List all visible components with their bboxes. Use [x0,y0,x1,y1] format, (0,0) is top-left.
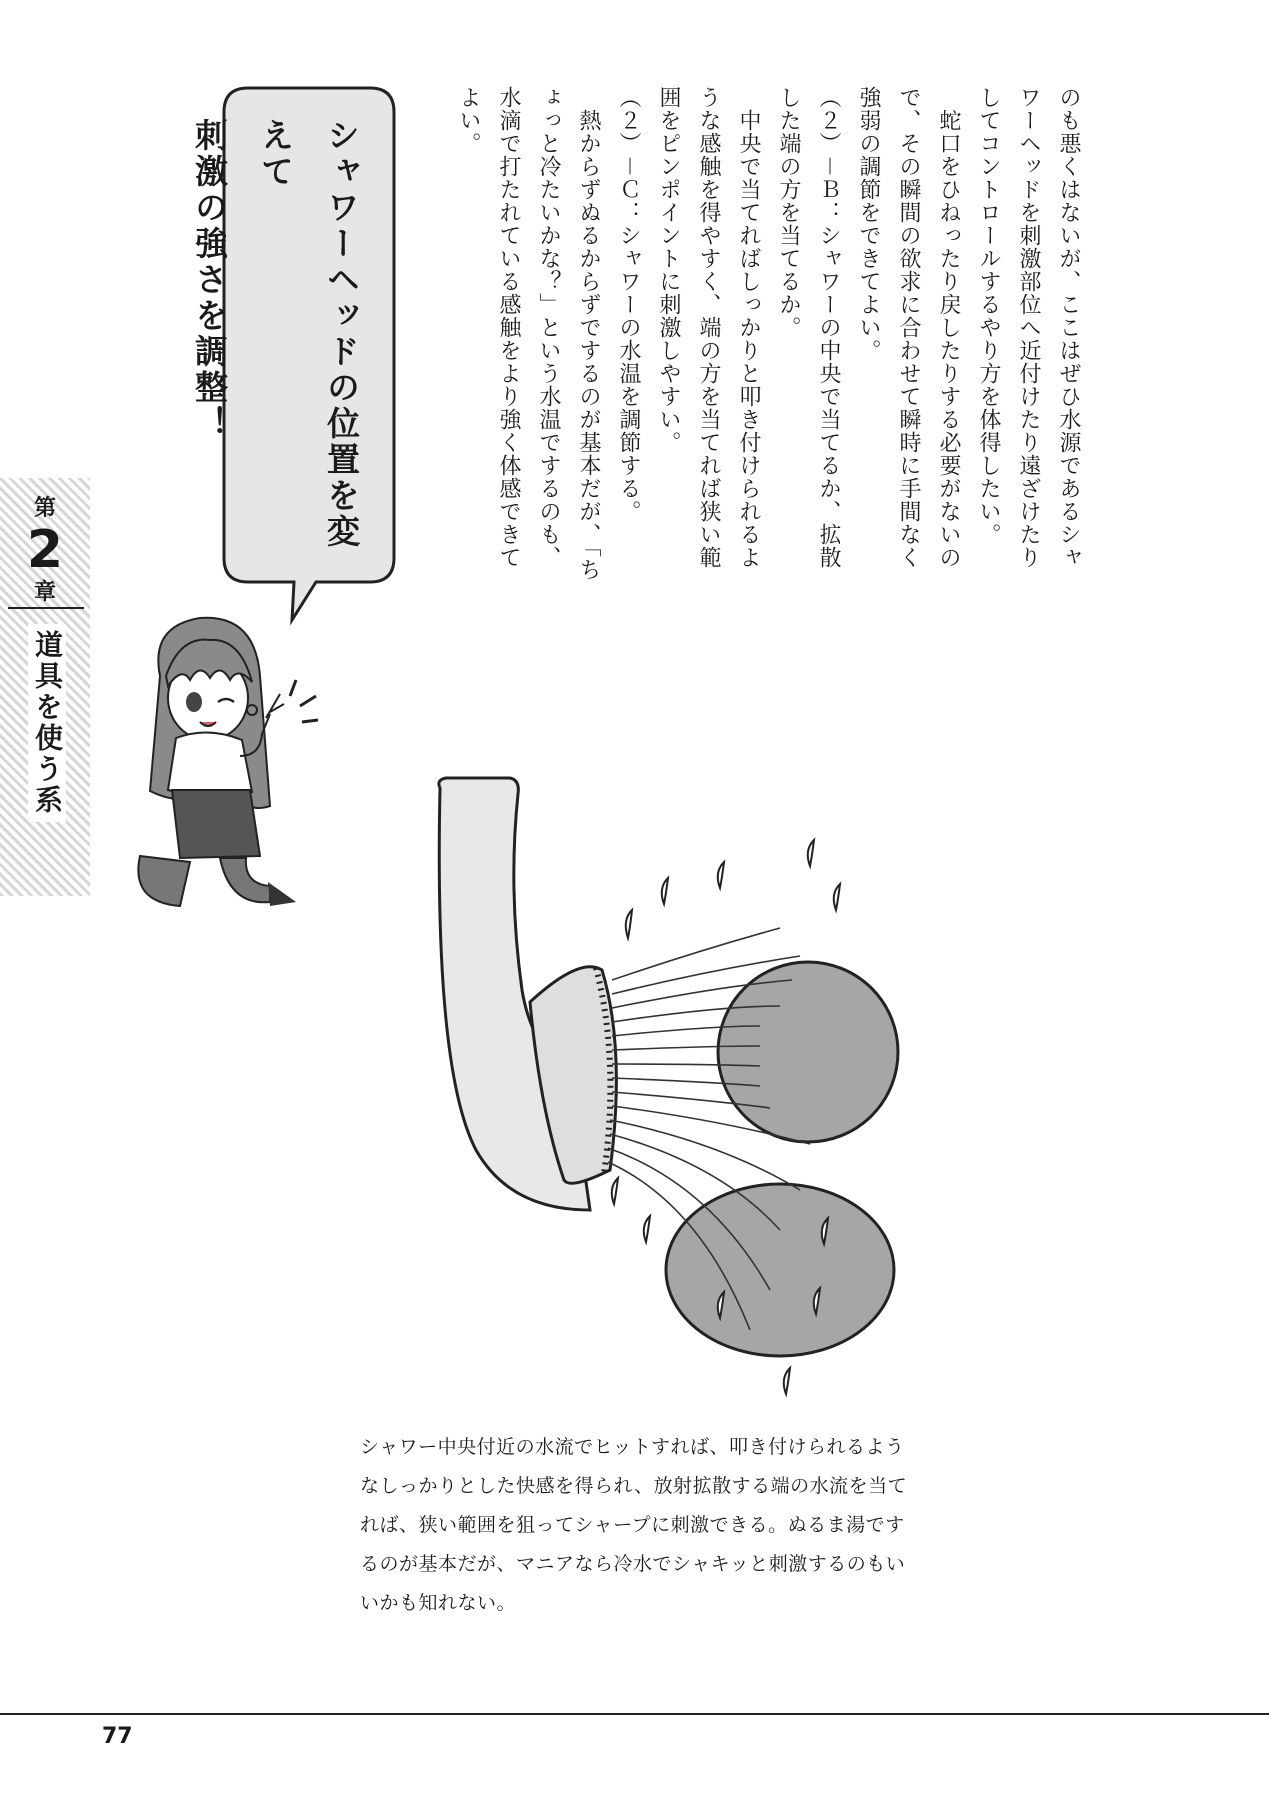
footer-rule [0,1713,1269,1715]
page-number: 77 [102,1724,133,1749]
chapter-tab [0,478,90,896]
shower-illustration [420,770,940,1410]
chapter-divider [8,606,86,610]
girl-illustration [120,606,330,936]
figure-caption: シャワー中央付近の水流でヒットすれば、叩き付けられるようなしっかりとした快感を得られ、放射拡散する端の水流を当てれば、狭い範囲を狙ってシャープに刺激できる。ぬるま湯でするのが基本だが、マニアなら冷水でシャキッと刺激するのもいいかも知れない。 [360,1436,908,1614]
chapter-label-sho: 章 [33,580,56,605]
body-paragraph: 蛇口をひねったり戻したりする必要がないので、その瞬間の欲求に合わせて瞬時に手間なく強弱の調節をできてよい。 [856,86,961,569]
body-paragraph: 中央で当てればしっかりと叩き付けられるような感触を得やすく、端の方を当てれば狭い範囲をピンポイントに刺激しやすい。 [656,86,761,569]
chapter-number: 2 [26,520,64,580]
body-paragraph: のも悪くはないが、ここはぜひ水源であるシャワーヘッドを刺激部位へ近付けたり遠ざけたりしてコントロールするやり方を体得したい。 [976,86,1081,569]
chapter-label-dai: 第 [33,496,56,521]
body-paragraph: （２）－Ｂ：シャワーの中央で当てるか、拡散した端の方を当てるか。 [776,86,841,570]
target-lower [666,1184,894,1356]
bubble-line-1: シャワーヘッドの位置を変えて [256,118,361,550]
body-paragraph: （２）－Ｃ：シャワーの水温を調節する。 [616,86,641,524]
speech-bubble [190,86,396,580]
bubble-line-2: 刺激の強さを調整！ [190,118,229,442]
target-upper [718,962,898,1142]
body-text [448,86,1088,586]
body-paragraph: 熱からずぬるからずでするのが基本だが、「ちょっと冷たいかな？」という水温でするのも、水滴で打たれている感触をより強く体感できてよい。 [456,86,601,581]
speech-bubble-text [176,118,374,558]
chapter-title: 道具を使う系 [28,624,66,822]
